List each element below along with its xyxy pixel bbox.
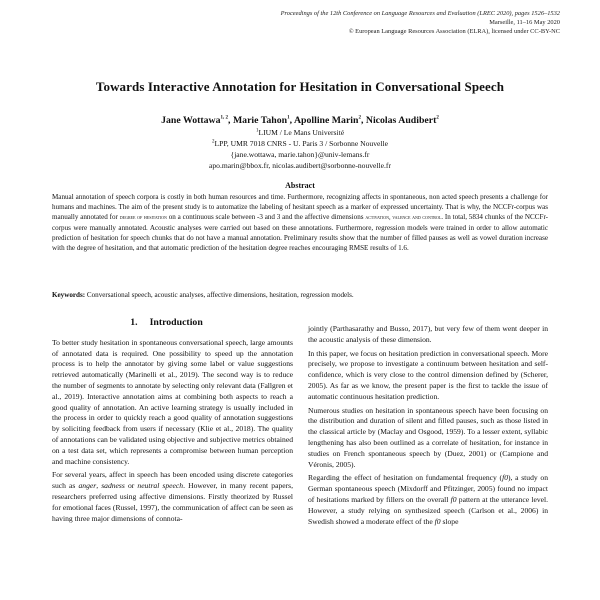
affiliation-text: LPP, UMR 7018 CNRS - U. Paris 3 / Sorbonne Nouvelle xyxy=(214,139,388,148)
abstract-term: activation, valence and control xyxy=(365,214,442,222)
author-affiliation-mark: 2 xyxy=(358,115,361,121)
paragraph: To better study hesitation in spontaneous conversational speech, large amounts of annotated data is required. One possibility to speed up the annotation process is to help the annotator by giving some label or value suggestions retrieved automatically (Marinelli et al., 2019). The second way is to reduce the number of segments to annotate by selecting only relevant data (Fallgren et al., 2019). Interactive annotation aims at combining both aspects to reach a good quality of annotation. An active learning strategy is usually included in the process in order to quickly reach a good quality of annotation suggestions by soliciting feedback from users if necessary (Klie et al., 2018). The quality of annotations can be validated using objective and subjective metrics obtained on a test data set, which represents a compromise between human perception and machine consistency. xyxy=(52,337,293,466)
italic-term: sadness xyxy=(101,481,125,491)
section-title: Introduction xyxy=(149,317,203,328)
abstract-part: on a continuous scale between -3 and 3 and the affective dimensions xyxy=(168,213,364,222)
text-run: slope xyxy=(442,516,459,526)
keywords-text: Conversational speech, acoustic analyses, affective dimensions, hesitation, regression models. xyxy=(86,291,354,299)
italic-term: anger xyxy=(78,481,97,491)
author-name: Marie Tahon xyxy=(232,115,288,126)
text-run: or xyxy=(127,481,135,491)
affiliation-text: LIUM / Le Mans Université xyxy=(258,128,345,137)
author-name: Apolline Marin xyxy=(293,115,359,126)
right-column xyxy=(308,324,548,530)
keywords xyxy=(52,291,548,299)
text-run: pattern at the utterance level. However, a study relying on synthesized speech (Carlson et al., 2006) in Swedish showed a moderate effect of the xyxy=(308,494,548,526)
author-separator: , xyxy=(360,115,366,126)
section-number: 1. xyxy=(130,317,138,328)
text-run: ), a study on German spontaneous speech (Mixdorff and Pfitzinger, 2005) found no impact of hesitations marked by fillers on the overall xyxy=(308,473,548,504)
email-line-1: {jane.wottawa, marie.tahon}@univ-lemans.fr xyxy=(230,150,370,159)
math-symbol: f0 xyxy=(434,516,441,526)
license-line: © European Language Resources Association (ELRA), licensed under CC-BY-NC xyxy=(348,28,560,35)
section-heading xyxy=(52,318,293,329)
affiliation-mark: 1 xyxy=(255,128,259,134)
author-name: Jane Wottawa xyxy=(161,115,221,126)
proceedings-line: Proceedings of the 12th Conference on Language Resources and Evaluation (LREC 2020), pages 1526–1532 xyxy=(280,10,560,17)
abstract-text xyxy=(52,192,548,254)
author-list xyxy=(0,115,600,126)
abstract-heading: Abstract xyxy=(285,181,315,190)
text-run: For several years, affect in speech has been encoded using discrete categories such as xyxy=(52,470,293,491)
abstract-part: Manual annotation of speech corpora is costly in both human resources and time. Furthermore, recognizing affects in spontaneous, non acted speech presents a challenge for humans and machines. The aim of the present study is to automatize the labeling of hesitant speech as a marker of expressed uncertainty. That is why, the NCCFr-corpus was manually annotated for xyxy=(52,193,548,222)
italic-term: neutral speech xyxy=(137,481,184,491)
author-separator: , xyxy=(289,115,294,126)
affiliation-1 xyxy=(0,127,600,138)
affiliations xyxy=(0,127,600,171)
abstract-term: degree of hesitation xyxy=(119,214,167,222)
paragraph xyxy=(308,473,548,527)
paragraph: In this paper, we focus on hesitation prediction in conversational speech. More precisely, we propose to investigate a continuum between hesitation and self-confidence, which is very close to the control dimension defined by (Scherer, 2005). As far as we know, the present paper is the first to tackle the issue of automatic continuous hesitation prediction. xyxy=(308,348,548,401)
author-separator: , xyxy=(228,115,233,126)
text-run: . However, in many recent papers, researchers preferred using affective dimensions. Firstly theorized by Russel for emotional faces (Russel, 1997), the communication of affect can be seen as having three major dimensions of connota- xyxy=(52,481,293,523)
paragraph: jointly (Parthasarathy and Busso, 2017), but very few of them went deeper in the acoustic analysis of these dimension. xyxy=(308,324,548,344)
proceedings-header xyxy=(260,9,560,36)
email-line-2: apo.marin@bbox.fr, nicolas.audibert@sorbonne-nouvelle.fr xyxy=(209,161,391,170)
math-symbol: f0 xyxy=(502,473,508,483)
paragraph: For several years, affect in speech has been encoded using discrete categories such as anger, sadness or neutral speech. However, in many recent papers, researchers preferred using affective dimensions. Firstly theorized by Russel for emotional faces (Russel, 1997), the communication of affect can be seen as having three major dimensions of connota- xyxy=(52,470,293,523)
text-run: Regarding the effect of hesitation on fundamental frequency ( xyxy=(308,473,503,483)
affiliation-mark: 2 xyxy=(212,139,215,145)
affiliation-2 xyxy=(0,138,600,149)
math-symbol: f0 xyxy=(450,494,457,504)
left-column xyxy=(52,318,293,527)
author-name: Nicolas Audibert xyxy=(365,115,437,126)
abstract-part: . In total, 5834 chunks of the NCCFr-corpus were manually annotated. Acoustic analyses were carried out based on these annotations. Furthermore, regression models were trained in order to allow automatic prediction of hesitation for speech chunks that do not have a manual annotation. Preliminary results show that the number of filled pauses as well as vowel duration increase with the degree of hesitation, and that automatic prediction of the hesitation degree reaches encouraging RMSE results of 1.6. xyxy=(52,213,549,253)
paper-title: Towards Interactive Annotation for Hesitation in Conversational Speech xyxy=(95,79,505,94)
proceedings-location: Marseille, 11–16 May 2020 xyxy=(489,19,560,26)
author-affiliation-mark: 1, 2 xyxy=(220,115,229,121)
author-affiliation-mark: 1 xyxy=(287,115,290,121)
author-affiliation-mark: 2 xyxy=(436,115,439,121)
keywords-label: Keywords: xyxy=(52,291,86,299)
paragraph: Numerous studies on hesitation in spontaneous speech have been focusing on the distribution and duration of silent and filled pauses, such as those listed in the classical article by (Maclay and Osgood, 1959). To a lesser extent, syllabic lengthening has also been outlined as a correlate of hesitation, for instance in studies on French spontaneous speech by (Duez, 2001) or (Campione and Véronis, 2005). xyxy=(308,405,548,469)
